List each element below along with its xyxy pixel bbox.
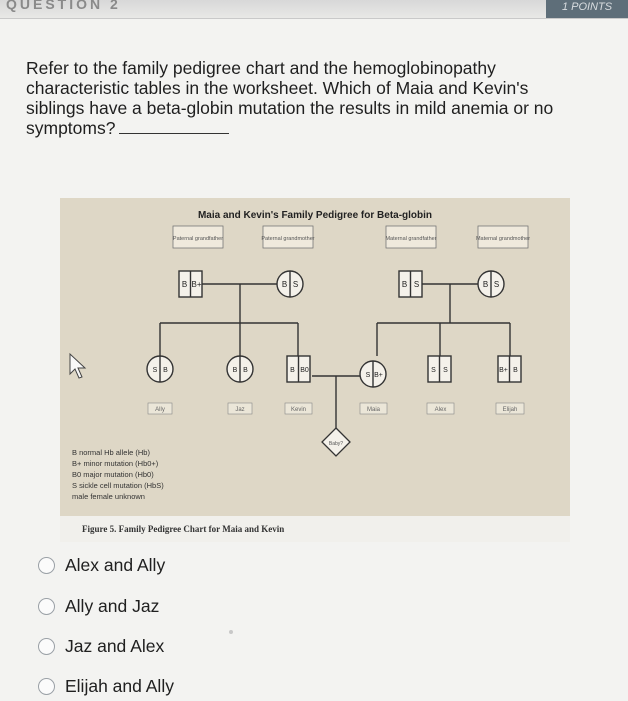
- maia-allele-1: S: [365, 372, 371, 379]
- label-maternal-grandmother: Maternal grandmother: [475, 236, 531, 242]
- option-alex-and-ally[interactable]: [38, 550, 165, 580]
- legend-minor: B+ minor mutation (Hb0+): [72, 459, 159, 468]
- option-elijah-and-ally[interactable]: [38, 671, 174, 701]
- question-line-4-text: symptoms?: [26, 118, 116, 138]
- elijah-allele-1: B+: [499, 367, 508, 374]
- name-kevin: Kevin: [290, 407, 307, 413]
- option-label: Ally and Jaz: [65, 595, 160, 616]
- mgm-allele-2: S: [493, 280, 500, 289]
- pedigree-figure: [60, 198, 570, 542]
- name-maia: Maia: [366, 407, 381, 413]
- alex-allele-2: S: [443, 367, 448, 374]
- elijah-allele-2: B: [513, 367, 518, 374]
- question-line-4: [26, 118, 626, 138]
- option-label: Alex and Ally: [65, 554, 166, 575]
- label-paternal-grandmother: Paternal grandmother: [261, 236, 315, 242]
- pedigree-chart: [60, 198, 570, 542]
- option-label: Elijah and Ally: [65, 675, 174, 696]
- name-elijah: Elijah: [502, 407, 518, 413]
- baby-label: Baby?: [328, 441, 344, 447]
- mgf-allele-2: S: [413, 280, 420, 289]
- legend-normal: B normal Hb allele (Hb): [72, 448, 150, 457]
- kevin-allele-2: B0: [300, 367, 309, 374]
- radio-icon[interactable]: [38, 678, 55, 695]
- option-jaz-and-alex[interactable]: [38, 631, 164, 661]
- name-jaz: Jaz: [235, 407, 245, 413]
- legend-sickle: S sickle cell mutation (HbS): [72, 481, 164, 490]
- option-ally-and-jaz[interactable]: [38, 591, 159, 621]
- answer-blank: [119, 119, 229, 134]
- pgf-allele-1: B: [181, 280, 188, 289]
- question-line-3: siblings have a beta-globin mutation the results in mild anemia or no: [26, 98, 554, 118]
- option-label: Jaz and Alex: [65, 635, 165, 656]
- question-line-2: characteristic tables in the worksheet. Which of Maia and Kevin's: [26, 78, 529, 98]
- question-number: QUESTION 2: [6, 0, 121, 12]
- ally-allele-2: B: [163, 367, 168, 374]
- name-ally: Ally: [155, 407, 165, 413]
- pgm-allele-2: S: [292, 280, 299, 289]
- maia-allele-2: B+: [374, 372, 383, 379]
- pgm-allele-1: B: [281, 280, 288, 289]
- ally-allele-1: S: [152, 367, 158, 374]
- pgf-allele-2: B+: [191, 280, 202, 289]
- question-text: [26, 58, 626, 138]
- label-paternal-grandfather: Paternal grandfather: [172, 236, 224, 242]
- mgm-allele-1: B: [482, 280, 489, 289]
- radio-icon[interactable]: [38, 638, 55, 655]
- kevin-allele-1: B: [290, 367, 295, 374]
- mgf-allele-1: B: [401, 280, 408, 289]
- stray-dot: [229, 630, 233, 634]
- jaz-allele-2: B: [243, 367, 248, 374]
- label-maternal-grandfather: Maternal grandfather: [385, 236, 437, 242]
- figure-caption: Figure 5. Family Pedigree Chart for Maia and Kevin: [82, 524, 285, 534]
- points-badge: 1 POINTS: [546, 0, 628, 18]
- question-line-1: Refer to the family pedigree chart and the hemoglobinopathy: [26, 58, 496, 78]
- pedigree-title: Maia and Kevin's Family Pedigree for Beta-globin: [197, 210, 433, 221]
- alex-allele-1: S: [431, 367, 436, 374]
- radio-icon[interactable]: [38, 598, 55, 615]
- jaz-allele-1: B: [232, 367, 238, 374]
- radio-icon[interactable]: [38, 557, 55, 574]
- question-header: [0, 0, 628, 19]
- legend-major: B0 major mutation (Hb0): [72, 470, 154, 479]
- name-alex: Alex: [434, 407, 447, 413]
- legend-symbols: male female unknown: [72, 492, 145, 501]
